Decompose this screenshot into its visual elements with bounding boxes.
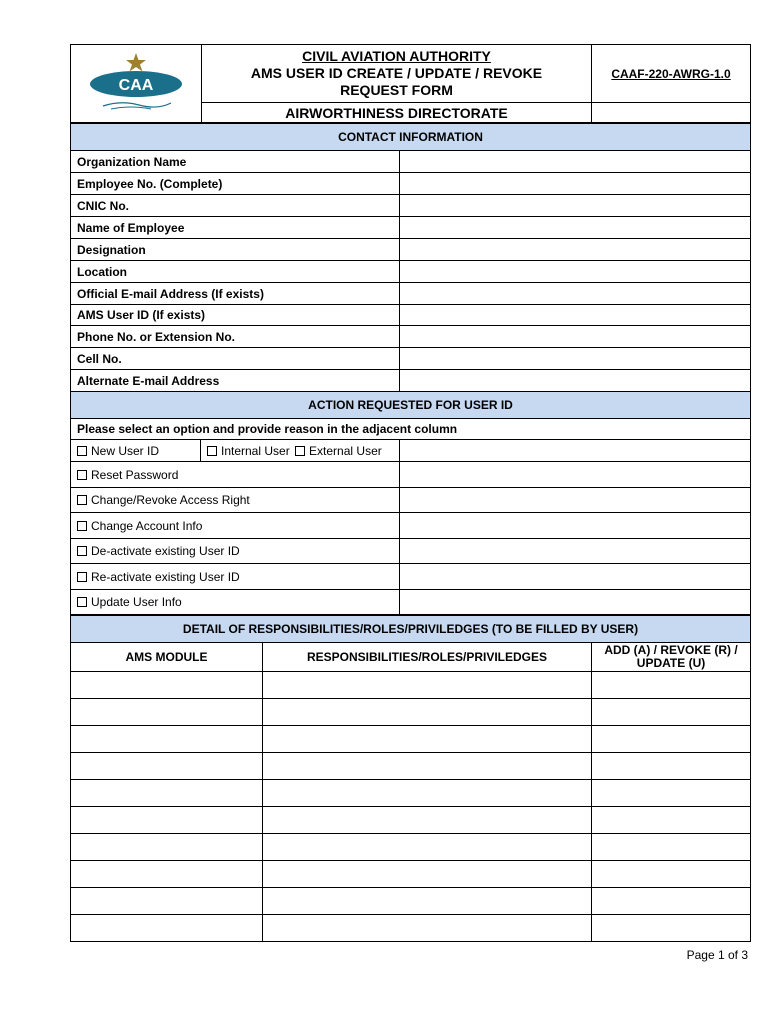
checkbox-icon[interactable] bbox=[77, 521, 87, 531]
option-label: Re-activate existing User ID bbox=[91, 569, 240, 584]
caa-logo bbox=[71, 45, 202, 123]
option-label: Reset Password bbox=[91, 467, 179, 482]
checkbox-icon[interactable] bbox=[295, 446, 305, 456]
option-reset-password[interactable] bbox=[71, 462, 400, 488]
checkbox-icon[interactable] bbox=[77, 546, 87, 556]
action-instruction: Please select an option and provide reason in the adjacent column bbox=[71, 419, 751, 440]
field-input-cell[interactable] bbox=[400, 348, 751, 370]
reason-input[interactable] bbox=[400, 462, 751, 488]
header-table bbox=[70, 44, 751, 123]
roles-cell[interactable] bbox=[263, 699, 592, 726]
module-cell[interactable] bbox=[71, 807, 263, 834]
roles-cell[interactable] bbox=[263, 726, 592, 753]
form-document bbox=[70, 44, 750, 942]
reason-input[interactable] bbox=[400, 564, 751, 590]
reason-input[interactable] bbox=[400, 539, 751, 564]
option-reactivate-user[interactable] bbox=[71, 564, 400, 590]
field-input-phone[interactable] bbox=[400, 326, 751, 348]
action-cell[interactable] bbox=[592, 861, 751, 888]
form-code: CAAF-220-AWRG-1.0 bbox=[592, 45, 751, 103]
field-input-location[interactable] bbox=[400, 261, 751, 283]
field-label: CNIC No. bbox=[71, 195, 400, 217]
action-cell[interactable] bbox=[592, 807, 751, 834]
field-input-ams-user-id[interactable] bbox=[400, 305, 751, 326]
checkbox-icon[interactable] bbox=[207, 446, 217, 456]
module-cell[interactable] bbox=[71, 672, 263, 699]
roles-table bbox=[70, 615, 751, 942]
field-label: Cell No. bbox=[71, 348, 400, 370]
option-new-user-id[interactable] bbox=[71, 440, 201, 462]
checkbox-icon[interactable] bbox=[77, 495, 87, 505]
checkbox-icon[interactable] bbox=[77, 446, 87, 456]
option-label: New User ID bbox=[91, 443, 160, 458]
col-header-action: ADD (A) / REVOKE (R) / UPDATE (U) bbox=[592, 643, 751, 672]
directorate-title: AIRWORTHINESS DIRECTORATE bbox=[202, 103, 592, 123]
module-cell[interactable] bbox=[71, 780, 263, 807]
table-row bbox=[71, 888, 751, 915]
roles-cell[interactable] bbox=[263, 780, 592, 807]
option-user-type bbox=[201, 440, 400, 462]
field-input-cnic[interactable] bbox=[400, 195, 751, 217]
module-cell[interactable] bbox=[71, 753, 263, 780]
option-change-revoke-access[interactable] bbox=[71, 488, 400, 513]
roles-cell[interactable] bbox=[263, 834, 592, 861]
title-authority: CIVIL AVIATION AUTHORITY bbox=[302, 48, 491, 64]
page-number: Page 1 of 3 bbox=[686, 948, 748, 962]
checkbox-icon[interactable] bbox=[77, 597, 87, 607]
table-row bbox=[71, 726, 751, 753]
table-row bbox=[71, 753, 751, 780]
logo-text: CAA bbox=[118, 77, 154, 94]
action-cell[interactable] bbox=[592, 834, 751, 861]
option-external-user: External User bbox=[309, 443, 382, 458]
table-row bbox=[71, 672, 751, 699]
field-input-official-email[interactable] bbox=[400, 283, 751, 305]
header-blank-cell bbox=[592, 103, 751, 123]
action-cell[interactable] bbox=[592, 753, 751, 780]
option-deactivate-user[interactable] bbox=[71, 539, 400, 564]
option-update-user-info[interactable] bbox=[71, 590, 400, 615]
field-label: AMS User ID (If exists) bbox=[71, 305, 400, 326]
caa-logo-icon bbox=[81, 51, 191, 113]
contact-action-table bbox=[70, 123, 751, 615]
field-label: Designation bbox=[71, 239, 400, 261]
action-cell[interactable] bbox=[592, 915, 751, 942]
option-label: Change/Revoke Access Right bbox=[91, 493, 250, 507]
option-label: Update User Info bbox=[91, 595, 182, 609]
table-row bbox=[71, 780, 751, 807]
module-cell[interactable] bbox=[71, 834, 263, 861]
field-label: Location bbox=[71, 261, 400, 283]
field-input-alternate-email[interactable] bbox=[400, 370, 751, 392]
section-action-requested: ACTION REQUESTED FOR USER ID bbox=[71, 392, 751, 419]
title-request: AMS USER ID CREATE / UPDATE / REVOKE bbox=[250, 65, 543, 81]
action-cell[interactable] bbox=[592, 699, 751, 726]
field-label: Phone No. or Extension No. bbox=[71, 326, 400, 348]
field-input-organization[interactable] bbox=[400, 151, 751, 173]
checkbox-icon[interactable] bbox=[77, 470, 87, 480]
reason-input[interactable] bbox=[400, 513, 751, 539]
action-cell[interactable] bbox=[592, 672, 751, 699]
table-row bbox=[71, 699, 751, 726]
col-header-ams-module: AMS MODULE bbox=[71, 643, 263, 672]
table-row bbox=[71, 915, 751, 942]
module-cell[interactable] bbox=[71, 699, 263, 726]
col-header-responsibilities: RESPONSIBILITIES/ROLES/PRIVILEDGES bbox=[263, 643, 592, 672]
roles-cell[interactable] bbox=[263, 753, 592, 780]
field-label: Employee No. (Complete) bbox=[71, 173, 400, 195]
option-label: Change Account Info bbox=[91, 518, 203, 533]
table-row bbox=[71, 807, 751, 834]
field-label: Organization Name bbox=[71, 151, 400, 173]
section-contact-information: CONTACT INFORMATION bbox=[71, 124, 751, 151]
roles-cell[interactable] bbox=[263, 915, 592, 942]
option-internal-user: Internal User bbox=[221, 443, 290, 458]
section-responsibilities: DETAIL OF RESPONSIBILITIES/ROLES/PRIVILEDGES (TO BE FILLED BY USER) bbox=[71, 616, 751, 643]
option-label: De-activate existing User ID bbox=[91, 544, 240, 558]
table-row bbox=[71, 834, 751, 861]
checkbox-icon[interactable] bbox=[77, 572, 87, 582]
field-input-designation[interactable] bbox=[400, 239, 751, 261]
option-change-account-info[interactable] bbox=[71, 513, 400, 539]
module-cell[interactable] bbox=[71, 861, 263, 888]
module-cell[interactable] bbox=[71, 915, 263, 942]
reason-input[interactable] bbox=[400, 488, 751, 513]
action-cell[interactable] bbox=[592, 888, 751, 915]
roles-cell[interactable] bbox=[263, 888, 592, 915]
title-form: REQUEST FORM bbox=[340, 82, 453, 98]
field-input-employee-name[interactable] bbox=[400, 217, 751, 239]
action-cell[interactable] bbox=[592, 780, 751, 807]
action-cell[interactable] bbox=[592, 726, 751, 753]
field-input-employee-no[interactable] bbox=[400, 173, 751, 195]
reason-input-new-user[interactable] bbox=[400, 440, 751, 462]
module-cell[interactable] bbox=[71, 726, 263, 753]
field-label: Name of Employee bbox=[71, 217, 400, 239]
module-cell[interactable] bbox=[71, 888, 263, 915]
roles-cell[interactable] bbox=[263, 861, 592, 888]
field-label: Official E-mail Address (If exists) bbox=[71, 283, 400, 305]
reason-input[interactable] bbox=[400, 590, 751, 615]
roles-cell[interactable] bbox=[263, 672, 592, 699]
table-row bbox=[71, 861, 751, 888]
roles-cell[interactable] bbox=[263, 807, 592, 834]
field-label: Alternate E-mail Address bbox=[71, 370, 400, 392]
form-title bbox=[202, 45, 592, 103]
